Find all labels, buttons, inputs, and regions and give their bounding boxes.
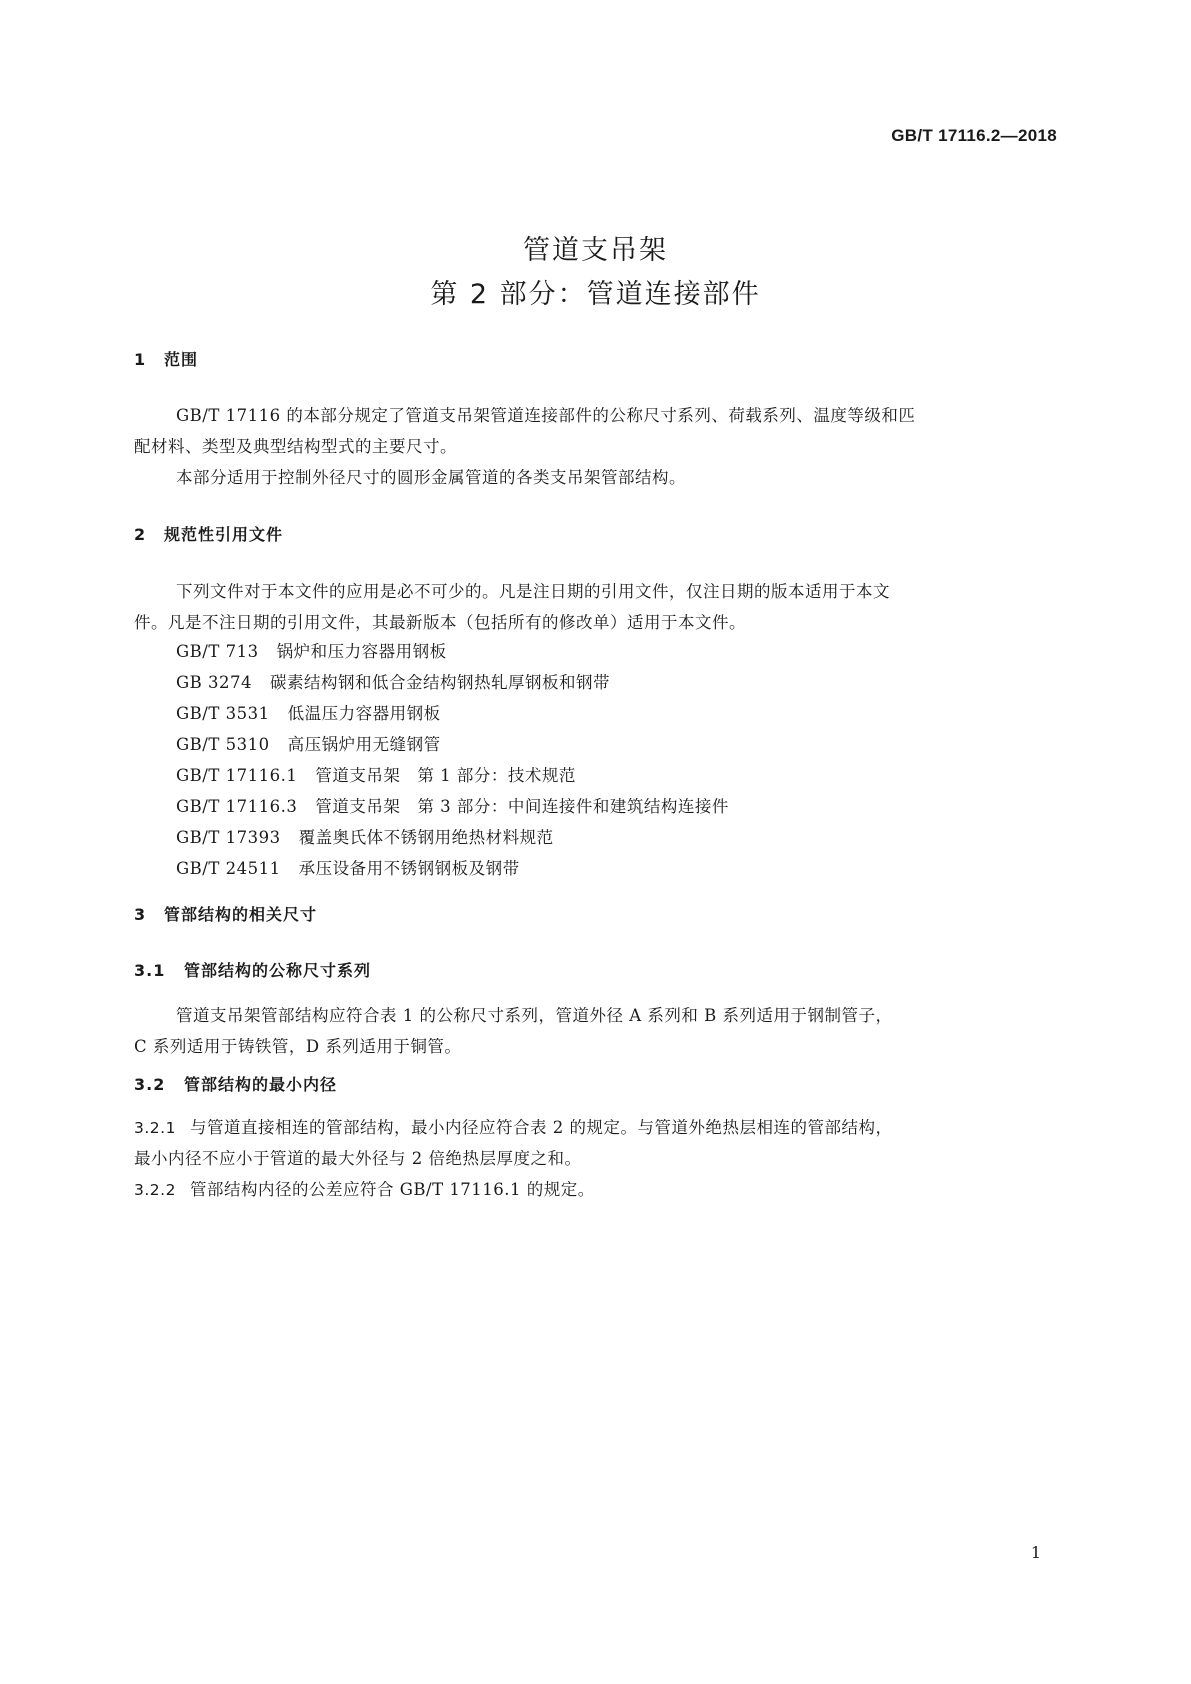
- clause-number: 3.2.1: [134, 1119, 176, 1137]
- reference-item: [176, 667, 729, 698]
- paragraph-line: GB/T 17116 的本部分规定了管道支吊架管道连接部件的公称尺寸系列、荷载系列、温度等级和匹: [176, 406, 916, 425]
- reference-title: 覆盖奥氏体不锈钢用绝热材料规范: [298, 828, 554, 847]
- reference-item: [176, 636, 729, 667]
- section-2-intro: [134, 576, 1058, 638]
- clause-number: 3.2.2: [134, 1181, 176, 1199]
- section-2-heading: [134, 522, 283, 545]
- paragraph-line: 本部分适用于控制外径尺寸的圆形金属管道的各类支吊架管部结构。: [176, 468, 686, 487]
- paragraph-line: 下列文件对于本文件的应用是必不可少的。凡是注日期的引用文件，仅注日期的版本适用于本文: [176, 582, 890, 601]
- reference-code: GB/T 17116.3: [176, 797, 298, 816]
- reference-title: 锅炉和压力容器用钢板: [276, 642, 447, 661]
- section-number: 3.2: [134, 1075, 166, 1094]
- reference-code: GB/T 5310: [176, 735, 270, 754]
- reference-code: GB 3274: [176, 673, 253, 692]
- paragraph-line: 最小内径不应小于管道的最大外径与 2 倍绝热层厚度之和。: [134, 1149, 582, 1168]
- section-1-body: [134, 400, 1058, 493]
- reference-title: 承压设备用不锈钢钢板及钢带: [298, 859, 520, 878]
- paragraph-line: 件。凡是不注日期的引用文件，其最新版本（包括所有的修改单）适用于本文件。: [134, 613, 746, 632]
- reference-code: GB/T 17116.1: [176, 766, 298, 785]
- section-3-2-heading: [134, 1072, 337, 1095]
- reference-item: [176, 853, 729, 884]
- reference-item: [176, 822, 729, 853]
- section-title: 管部结构的公称尺寸系列: [184, 961, 372, 980]
- page-number: 1: [1030, 1543, 1041, 1562]
- reference-item: [176, 791, 729, 822]
- paragraph-line: 管部结构内径的公差应符合 GB/T 17116.1 的规定。: [189, 1180, 595, 1199]
- section-3-1-heading: [134, 958, 371, 981]
- section-number: 1: [134, 350, 147, 369]
- document-title: 管道支吊架: [523, 235, 668, 266]
- section-3-1-body: [134, 1000, 1058, 1062]
- section-title: 管部结构的相关尺寸: [164, 905, 318, 924]
- reference-code: GB/T 24511: [176, 859, 281, 878]
- reference-title: 低温压力容器用钢板: [287, 704, 441, 723]
- paragraph-line: C 系列适用于铸铁管，D 系列适用于铜管。: [134, 1037, 462, 1056]
- document-subtitle: 第 2 部分：管道连接部件: [430, 279, 761, 310]
- reference-item: [176, 729, 729, 760]
- reference-title: 高压锅炉用无缝钢管: [287, 735, 441, 754]
- reference-item: [176, 760, 729, 791]
- paragraph-line: 与管道直接相连的管部结构，最小内径应符合表 2 的规定。与管道外绝热层相连的管部结构，: [189, 1118, 893, 1137]
- reference-list: [176, 636, 729, 884]
- reference-code: GB/T 17393: [176, 828, 281, 847]
- section-number: 3.1: [134, 961, 166, 980]
- section-title: 规范性引用文件: [164, 525, 284, 544]
- section-title: 管部结构的最小内径: [184, 1075, 338, 1094]
- reference-title: 碳素结构钢和低合金结构钢热轧厚钢板和钢带: [270, 673, 611, 692]
- clause-3-2-1: [134, 1112, 1058, 1174]
- paragraph-line: 管道支吊架管部结构应符合表 1 的公称尺寸系列，管道外径 A 系列和 B 系列适用于钢制管子，: [176, 1006, 893, 1025]
- paragraph-line: 配材料、类型及典型结构型式的主要尺寸。: [134, 437, 457, 456]
- reference-title: 管道支吊架 第 3 部分：中间连接件和建筑结构连接件: [315, 797, 729, 816]
- clause-3-2-2: [134, 1174, 1058, 1205]
- section-1-heading: [134, 347, 198, 370]
- reference-item: [176, 698, 729, 729]
- reference-code: GB/T 3531: [176, 704, 270, 723]
- section-number: 3: [134, 905, 147, 924]
- standard-code: GB/T 17116.2—2018: [891, 126, 1057, 145]
- reference-title: 管道支吊架 第 1 部分：技术规范: [315, 766, 576, 785]
- section-number: 2: [134, 525, 147, 544]
- section-title: 范围: [164, 350, 199, 369]
- reference-code: GB/T 713: [176, 642, 259, 661]
- section-3-heading: [134, 902, 317, 925]
